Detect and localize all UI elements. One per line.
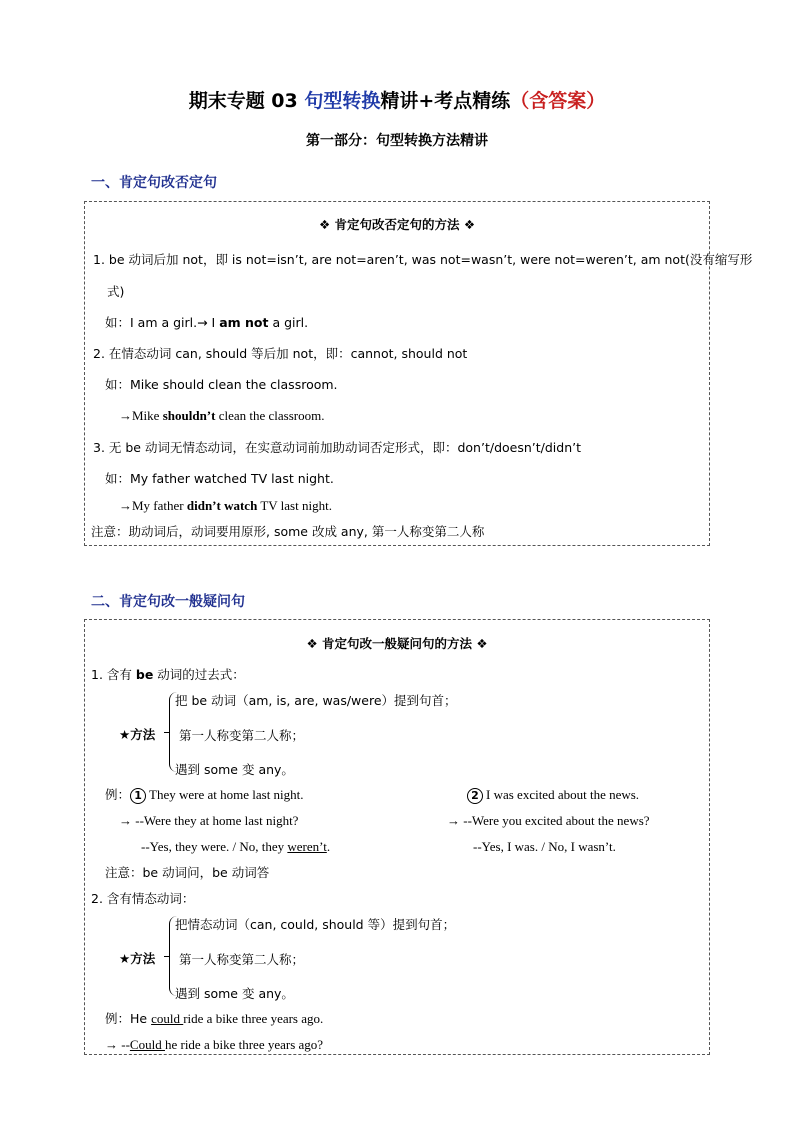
- s2-example-2-question: → --Were you excited about the news?: [447, 813, 650, 828]
- section-2-heading: 二、肯定句改一般疑问句: [91, 594, 245, 610]
- section-1-heading: 一、肯定句改否定句: [91, 175, 217, 191]
- title-part-2: 句型转换: [304, 90, 381, 112]
- title-part-1: 期末专题 03: [188, 90, 305, 112]
- s2-item1: 1. 含有 be 动词的过去式：: [91, 667, 245, 682]
- s2-example-3-question: → --Could he ride a bike three years ago?: [105, 1037, 324, 1052]
- s2-note-1: 注意：be 动词问，be 动词答: [105, 865, 270, 880]
- s2-example-1-answer: --Yes, they were. / No, they weren’t.: [141, 839, 331, 854]
- s1-example-2a: 如：Mike should clean the classroom.: [105, 377, 338, 392]
- section-2-method-title: ❖ 肯定句改一般疑问句的方法 ❖: [306, 636, 488, 651]
- s2-m2-line3: 遇到 some 变 any。: [175, 986, 294, 1001]
- s1-example-1: 如：I am a girl.→ I am not a girl.: [105, 315, 309, 330]
- subtitle: 第一部分：句型转换方法精讲: [306, 133, 488, 149]
- s2-m2-line1: 把情态动词（can, could, should 等）提到句首；: [175, 917, 456, 932]
- s2-example-1-question: → --Were they at home last night?: [119, 813, 299, 828]
- s2-example-1: 例： 1 They were at home last night.: [105, 787, 304, 802]
- s1-example-3a: 如：My father watched TV last night.: [105, 471, 334, 486]
- s2-m2-line2: 第一人称变第二人称；: [179, 952, 305, 967]
- title-part-3: 精讲+考点精练: [380, 90, 511, 112]
- section-1-box: [84, 201, 753, 546]
- s1-item3: 3. 无 be 动词无情态动词，在实意动词前加助动词否定形式，即：don’t/doesn’t/didn’t: [93, 440, 581, 455]
- s2-m1-line2: 第一人称变第二人称；: [179, 728, 305, 743]
- s1-item1-line1: 1. be 动词后加 not，即 is not=isn’t, are not=aren’t, was not=wasn’t, were not=weren’t, am not(没有缩写形: [93, 252, 753, 267]
- section-2-box: [84, 619, 710, 1055]
- s2-example-3: 例：He could ride a bike three years ago.: [105, 1011, 324, 1026]
- page-title: [0, 86, 794, 113]
- circled-number-1: 1: [130, 788, 146, 804]
- section-1-method-title: ❖ 肯定句改否定句的方法 ❖: [318, 217, 476, 232]
- s2-m1-line3: 遇到 some 变 any。: [175, 762, 294, 777]
- s2-method-label-2: ★方法: [119, 951, 156, 966]
- s2-m1-line1: 把 be 动词（am, is, are, was/were）提到句首；: [175, 693, 457, 708]
- title-part-4: （含答案）: [510, 90, 606, 112]
- s1-note: 注意：助动词后，动词要用原形, some 改成 any, 第一人称变第二人称: [91, 524, 485, 539]
- circled-number-2: 2: [467, 788, 483, 804]
- s1-item1-line2: 式): [107, 284, 125, 299]
- s1-item2: 2. 在情态动词 can, should 等后加 not，即：cannot, should not: [93, 346, 468, 361]
- s2-example-2: 2 I was excited about the news.: [467, 787, 639, 804]
- s2-method-label-1: ★方法: [119, 727, 156, 742]
- s1-example-3b: →My father didn’t watch TV last night.: [119, 498, 332, 513]
- s2-example-2-answer: --Yes, I was. / No, I wasn’t.: [473, 839, 616, 854]
- s1-example-2b: →Mike shouldn’t clean the classroom.: [119, 408, 325, 423]
- s2-item2: 2. 含有情态动词：: [91, 891, 195, 906]
